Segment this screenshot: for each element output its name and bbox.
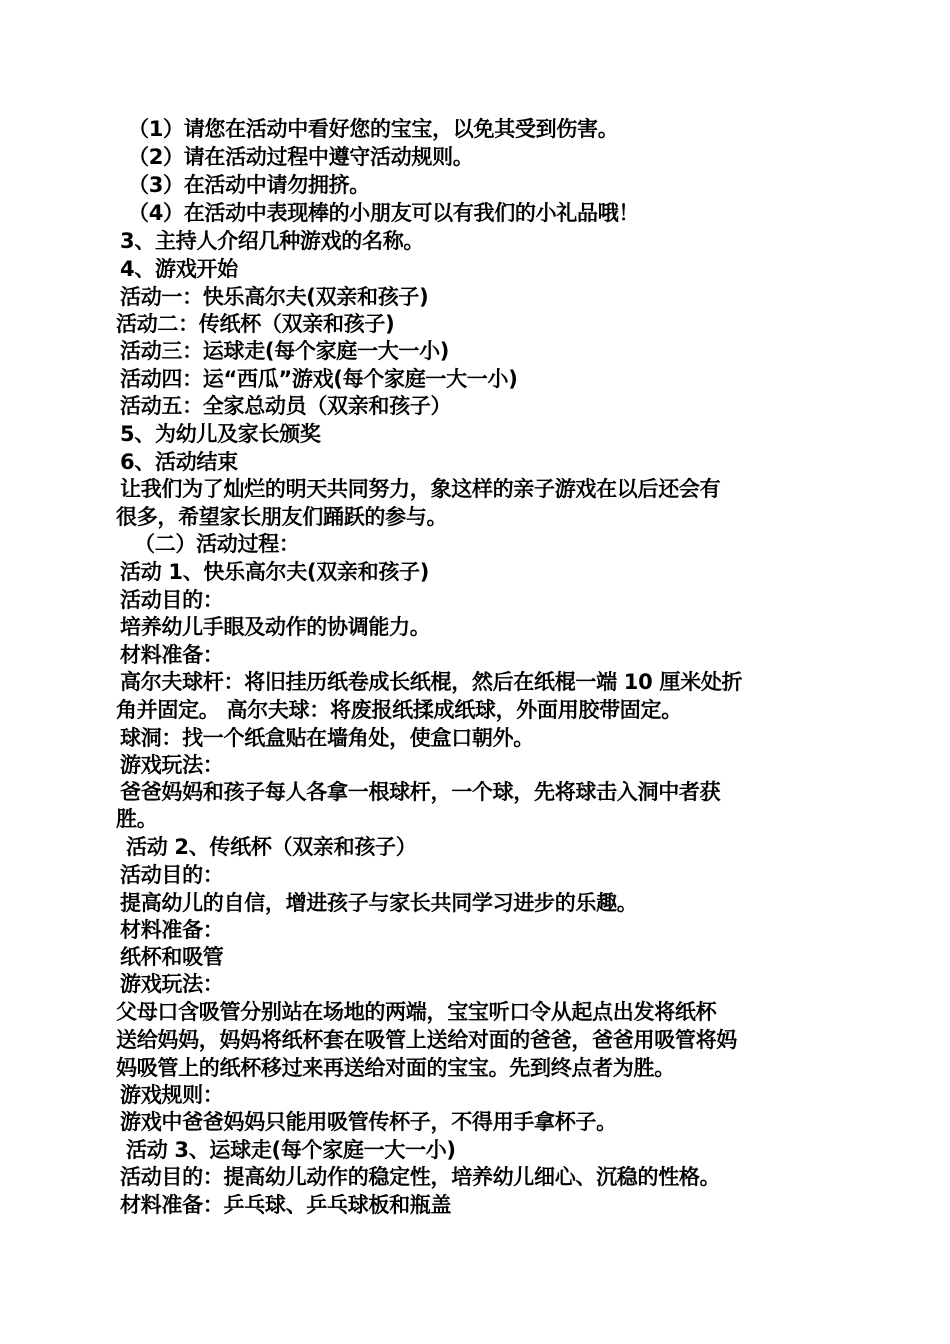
text-line: 活动目的： <box>120 863 224 887</box>
text-line: （1）请您在活动中看好您的宝宝，以免其受到伤害。 <box>128 117 619 141</box>
text-line: 3、主持人介绍几种游戏的名称。 <box>120 229 425 253</box>
text-line: 游戏规则： <box>120 1083 224 1107</box>
text-line: 提高幼儿的自信，增进孩子与家长共同学习进步的乐趣。 <box>120 891 638 915</box>
text-line: 活动 1、快乐高尔夫(双亲和孩子) <box>120 560 430 584</box>
text-line: 活动三：运球走(每个家庭一大一小) <box>120 339 450 363</box>
text-line: 高尔夫球杆：将旧挂历纸卷成长纸棍，然后在纸棍一端 10 厘米处折 <box>120 670 743 694</box>
text-line: 材料准备：乒乓球、乒乓球板和瓶盖 <box>120 1193 452 1217</box>
text-line: 活动 2、传纸杯（双亲和孩子） <box>126 835 417 859</box>
text-line: 纸杯和吸管 <box>120 945 224 969</box>
text-line: 4、游戏开始 <box>120 257 238 281</box>
text-line: （3）在活动中请勿拥挤。 <box>128 173 371 197</box>
text-line: 培养幼儿手眼及动作的协调能力。 <box>120 615 431 639</box>
text-line: 活动目的：提高幼儿动作的稳定性，培养幼儿细心、沉稳的性格。 <box>120 1165 721 1189</box>
text-line: 活动二：传纸杯（双亲和孩子) <box>116 312 395 336</box>
text-line: 让我们为了灿烂的明天共同努力，象这样的亲子游戏在以后还会有 <box>120 477 721 501</box>
text-line: 游戏中爸爸妈妈只能用吸管传杯子，不得用手拿杯子。 <box>120 1110 617 1134</box>
text-line: 球洞：找一个纸盒贴在墙角处，使盒口朝外。 <box>120 726 534 750</box>
text-line: 父母口含吸管分别站在场地的两端，宝宝听口令从起点出发将纸杯 <box>116 1000 717 1024</box>
text-line: 游戏玩法： <box>120 753 224 777</box>
text-line: 爸爸妈妈和孩子每人各拿一根球杆，一个球，先将球击入洞中者获 <box>120 780 721 804</box>
text-line: 妈吸管上的纸杯移过来再送给对面的宝宝。先到终点者为胜。 <box>116 1056 675 1080</box>
text-line: （2）请在活动过程中遵守活动规则。 <box>128 145 474 169</box>
text-line: 活动一：快乐高尔夫(双亲和孩子) <box>120 285 429 309</box>
text-line: 活动五：全家总动员（双亲和孩子） <box>120 394 452 418</box>
text-line: 活动目的： <box>120 588 224 612</box>
text-line: 很多，希望家长朋友们踊跃的参与。 <box>116 505 448 529</box>
text-line: 胜。 <box>116 807 158 831</box>
text-line: 6、活动结束 <box>120 450 238 474</box>
text-line: 活动 3、运球走(每个家庭一大一小) <box>126 1138 456 1162</box>
text-line: 送给妈妈，妈妈将纸杯套在吸管上送给对面的爸爸，爸爸用吸管将妈 <box>116 1028 737 1052</box>
text-line: 5、为幼儿及家长颁奖 <box>120 422 321 446</box>
text-line: 角并固定。 高尔夫球：将废报纸揉成纸球，外面用胶带固定。 <box>116 698 682 722</box>
text-line: 活动四：运“西瓜”游戏(每个家庭一大一小) <box>120 367 518 391</box>
text-line: 材料准备： <box>120 643 224 667</box>
text-line: （4）在活动中表现棒的小朋友可以有我们的小礼品哦！ <box>128 201 640 225</box>
text-line: 材料准备： <box>120 918 224 942</box>
section-heading: （二）活动过程： <box>134 532 300 556</box>
text-line: 游戏玩法： <box>120 972 224 996</box>
